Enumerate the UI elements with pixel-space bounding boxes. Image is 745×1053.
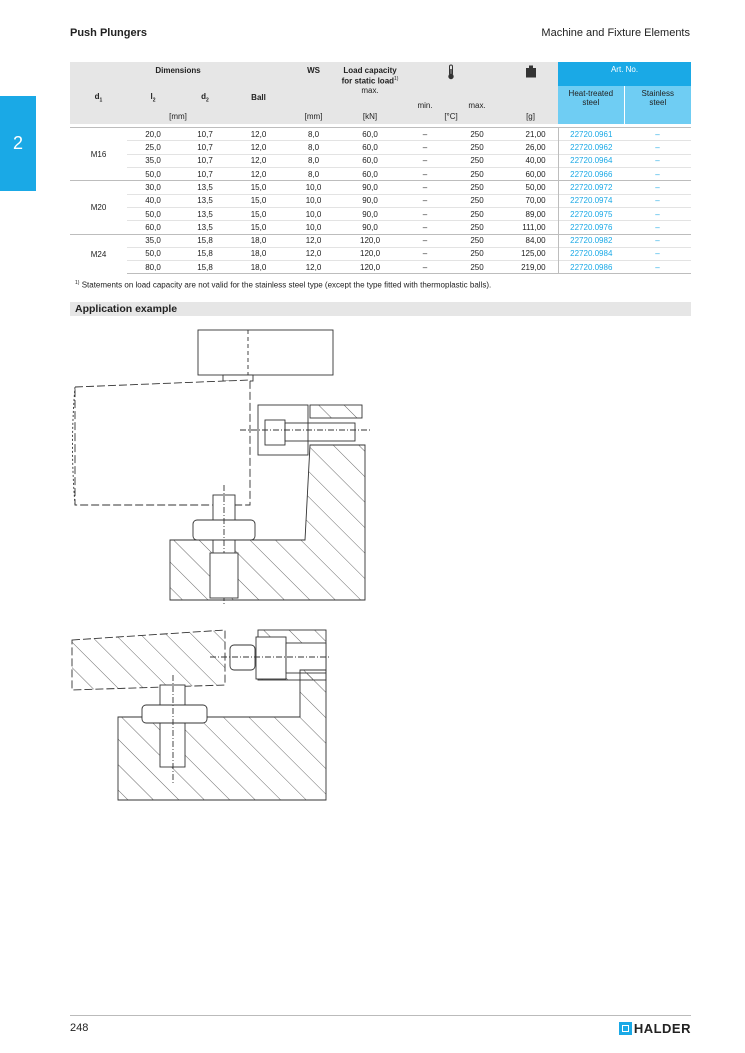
l2-header: $l_2$ (127, 86, 179, 110)
unit-c: [°C] (399, 110, 503, 124)
weight-cell: 50,00 (503, 181, 558, 194)
ws-cell: 8,0 (286, 154, 341, 167)
ball-cell: 15,0 (231, 221, 286, 234)
weight-cell: 40,00 (503, 154, 558, 167)
load-cell: 90,0 (341, 207, 399, 220)
stainless-cell: – (624, 194, 691, 207)
table-row (70, 154, 691, 167)
diameter-cell: 15,8 (179, 247, 231, 260)
art-no-link[interactable]: 22720.0966 (558, 168, 624, 181)
temp-max-cell: 250 (451, 168, 503, 181)
load-cell: 60,0 (341, 128, 399, 141)
diameter-cell: 15,8 (179, 261, 231, 274)
unit-mm: [mm] (70, 110, 286, 124)
table-row (70, 221, 691, 234)
weight-header (503, 62, 558, 86)
ball-cell: 15,0 (231, 194, 286, 207)
table-row (70, 141, 691, 154)
ws-cell: 10,0 (286, 181, 341, 194)
weight-cell: 21,00 (503, 128, 558, 141)
ball-cell: 12,0 (231, 128, 286, 141)
temp-min-cell: – (399, 234, 451, 247)
d1-header: $d_1$ (70, 86, 127, 110)
diameter-cell: 10,7 (179, 168, 231, 181)
lower-assembly (72, 630, 330, 800)
art-no-link[interactable]: 22720.0962 (558, 141, 624, 154)
thread-size-cell: M20 (70, 181, 127, 234)
temp-min-cell: – (399, 221, 451, 234)
temp-min-cell: – (399, 168, 451, 181)
chapter-title: Machine and Fixture Elements (541, 27, 690, 39)
d2-header: $d_2$ (179, 86, 231, 110)
art-no-link[interactable]: 22720.0976 (558, 221, 624, 234)
application-drawing (60, 325, 380, 815)
length-cell: 35,0 (127, 154, 179, 167)
diameter-cell: 13,5 (179, 194, 231, 207)
footnote (75, 280, 491, 290)
halder-logo: HALDER (619, 1021, 691, 1036)
table-row (70, 247, 691, 260)
stainless-cell: – (624, 128, 691, 141)
load-cell: 90,0 (341, 221, 399, 234)
temp-max-cell: 250 (451, 247, 503, 260)
art-no-link[interactable]: 22720.0961 (558, 128, 624, 141)
ws-cell: 12,0 (286, 234, 341, 247)
temp-max-cell: 250 (451, 194, 503, 207)
length-cell: 60,0 (127, 221, 179, 234)
thread-size-cell: M16 (70, 128, 127, 181)
weight-icon (525, 65, 537, 78)
stainless-cell: – (624, 221, 691, 234)
ball-cell: 15,0 (231, 207, 286, 220)
length-cell: 50,0 (127, 207, 179, 220)
footer-divider (70, 1015, 691, 1016)
ball-cell: 12,0 (231, 141, 286, 154)
unit-mm-ws: [mm] (286, 110, 341, 124)
ws-header: WS (286, 62, 341, 86)
stainless-cell: – (624, 261, 691, 274)
page-title: Push Plungers (70, 27, 148, 39)
load-cell: 60,0 (341, 168, 399, 181)
table-row (70, 181, 691, 194)
stainless-header: Stainless steel (624, 86, 691, 110)
load-cell: 120,0 (341, 247, 399, 260)
load-sup: 1) (394, 76, 399, 82)
load-cell: 120,0 (341, 234, 399, 247)
weight-cell: 111,00 (503, 221, 558, 234)
temp-max-cell: 250 (451, 234, 503, 247)
length-cell: 40,0 (127, 194, 179, 207)
thread-size-cell: M24 (70, 234, 127, 274)
load-label-1: Load capacity (343, 66, 397, 75)
chapter-tab[interactable]: 2 (0, 96, 36, 191)
ball-cell: 18,0 (231, 261, 286, 274)
temp-max-cell: 250 (451, 128, 503, 141)
art-no-link[interactable]: 22720.0982 (558, 234, 624, 247)
length-cell: 20,0 (127, 128, 179, 141)
stainless-cell: – (624, 207, 691, 220)
ball-cell: 15,0 (231, 181, 286, 194)
ws-cell: 8,0 (286, 168, 341, 181)
length-cell: 50,0 (127, 168, 179, 181)
temp-max-cell: 250 (451, 261, 503, 274)
temp-min-cell: – (399, 141, 451, 154)
diameter-cell: 10,7 (179, 154, 231, 167)
temp-min-cell: – (399, 181, 451, 194)
upper-assembly (73, 330, 371, 605)
diameter-cell: 15,8 (179, 234, 231, 247)
length-cell: 50,0 (127, 247, 179, 260)
ws-cell: 10,0 (286, 221, 341, 234)
diameter-cell: 13,5 (179, 221, 231, 234)
table-row (70, 234, 691, 247)
weight-cell: 125,00 (503, 247, 558, 260)
load-cell: 60,0 (341, 154, 399, 167)
table-row (70, 261, 691, 274)
load-label-2: for static load (341, 76, 395, 86)
page-number: 248 (70, 1022, 89, 1034)
weight-cell: 60,00 (503, 168, 558, 181)
ws-cell: 8,0 (286, 128, 341, 141)
temperature-header (399, 62, 503, 86)
table-header (70, 62, 691, 128)
ball-cell: 12,0 (231, 154, 286, 167)
length-cell: 35,0 (127, 234, 179, 247)
art-no-header: Art. No. (558, 62, 691, 86)
art-no-link[interactable]: 22720.0972 (558, 181, 624, 194)
load-cell: 60,0 (341, 141, 399, 154)
table-row (70, 128, 691, 141)
diameter-cell: 10,7 (179, 128, 231, 141)
weight-cell: 70,00 (503, 194, 558, 207)
temp-min-cell: – (399, 207, 451, 220)
diameter-cell: 13,5 (179, 207, 231, 220)
unit-kn: [kN] (341, 110, 399, 124)
stainless-cell: – (624, 168, 691, 181)
temp-min-label: min. (399, 86, 451, 110)
stainless-cell: – (624, 141, 691, 154)
length-cell: 25,0 (127, 141, 179, 154)
temp-max-cell: 250 (451, 154, 503, 167)
length-cell: 80,0 (127, 261, 179, 274)
thermometer-icon (446, 64, 456, 80)
temp-min-cell: – (399, 247, 451, 260)
load-cell: 90,0 (341, 194, 399, 207)
ball-cell: 18,0 (231, 234, 286, 247)
temp-max-cell: 250 (451, 207, 503, 220)
stainless-cell: – (624, 154, 691, 167)
ws-cell: 12,0 (286, 261, 341, 274)
table-body (70, 128, 691, 274)
ball-cell: 12,0 (231, 168, 286, 181)
length-cell: 30,0 (127, 181, 179, 194)
art-no-link[interactable]: 22720.0984 (558, 247, 624, 260)
temp-min-cell: – (399, 261, 451, 274)
temp-min-cell: – (399, 154, 451, 167)
temp-min-cell: – (399, 128, 451, 141)
art-no-link[interactable]: 22720.0986 (558, 261, 624, 274)
load-cell: 90,0 (341, 181, 399, 194)
art-no-link[interactable]: 22720.0975 (558, 207, 624, 220)
weight-cell: 219,00 (503, 261, 558, 274)
table-row (70, 194, 691, 207)
weight-cell: 26,00 (503, 141, 558, 154)
stainless-cell: – (624, 247, 691, 260)
heat-treated-header: Heat-treated steel (558, 86, 624, 110)
art-no-link[interactable]: 22720.0974 (558, 194, 624, 207)
temp-max-cell: 250 (451, 181, 503, 194)
section-heading: Application example (70, 302, 691, 316)
load-header (341, 62, 399, 86)
art-no-link[interactable]: 22720.0964 (558, 154, 624, 167)
temp-max-cell: 250 (451, 221, 503, 234)
ws-cell: 10,0 (286, 207, 341, 220)
weight-cell: 84,00 (503, 234, 558, 247)
stainless-cell: – (624, 234, 691, 247)
diameter-cell: 13,5 (179, 181, 231, 194)
ws-cell: 8,0 (286, 141, 341, 154)
load-max-label: max. (341, 86, 399, 110)
table-row (70, 207, 691, 220)
temp-max-cell: 250 (451, 141, 503, 154)
unit-g: [g] (503, 110, 558, 124)
diameter-cell: 10,7 (179, 141, 231, 154)
load-cell: 120,0 (341, 261, 399, 274)
ws-cell: 10,0 (286, 194, 341, 207)
footnote-marker: 1) (75, 280, 80, 286)
stainless-cell: – (624, 181, 691, 194)
ball-cell: 18,0 (231, 247, 286, 260)
ws-cell: 12,0 (286, 247, 341, 260)
ball-header: Ball (231, 86, 286, 110)
footnote-text: Statements on load capacity are not valid for the stainless steel type (except the type fitted with thermoplastic balls). (81, 280, 492, 290)
temp-min-cell: – (399, 194, 451, 207)
weight-cell: 89,00 (503, 207, 558, 220)
logo-mark-icon (619, 1022, 632, 1035)
dimensions-header: Dimensions (70, 62, 286, 86)
temp-max-label: max. (451, 86, 503, 110)
spec-table (70, 62, 691, 274)
table-row (70, 168, 691, 181)
